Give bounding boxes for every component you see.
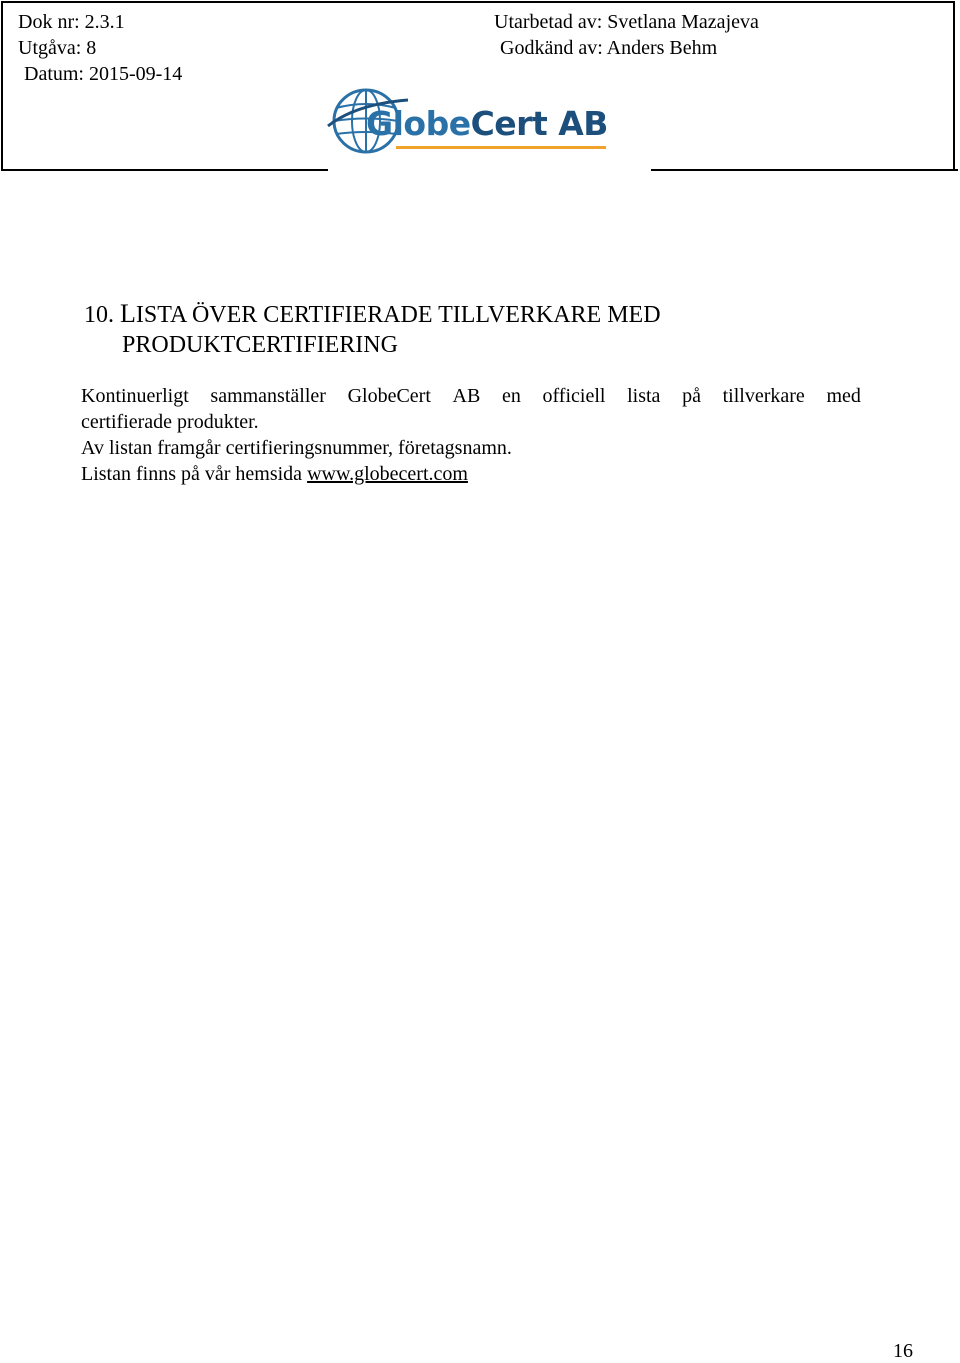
- word: lista: [627, 385, 661, 407]
- logo-text-cert: Cert AB: [470, 104, 608, 143]
- word: Kontinuerligt: [81, 385, 189, 407]
- word: GlobeCert: [347, 385, 431, 407]
- edition: Utgåva: 8: [18, 37, 97, 59]
- header-rule-right: [651, 169, 958, 171]
- word: en: [501, 385, 521, 407]
- paragraph-2: Av listan framgår certifieringsnummer, företagsnamn.: [81, 437, 512, 459]
- word: med: [826, 385, 861, 407]
- logo-wordmark: [366, 106, 608, 142]
- page-number: 16: [893, 1340, 913, 1362]
- section-title: [84, 298, 661, 331]
- globecert-logo: [326, 86, 630, 156]
- word: på: [682, 385, 701, 407]
- header-rule-left: [1, 169, 328, 171]
- paragraph-3: [81, 461, 468, 487]
- word: sammanställer: [210, 385, 326, 407]
- website-link[interactable]: www.globecert.com: [307, 463, 468, 485]
- paragraph-1-line-2: certifierade produkter.: [81, 411, 259, 433]
- word: AB: [452, 385, 481, 407]
- date: Datum: 2015-09-14: [24, 63, 183, 85]
- logo-text-globe: Globe: [366, 104, 471, 143]
- word: tillverkare: [722, 385, 805, 407]
- section-number: 10.: [84, 302, 114, 328]
- doc-number: Dok nr: 2.3.1: [18, 11, 125, 33]
- paragraph-1-line-1: [81, 383, 861, 409]
- logo-underline: [396, 146, 606, 149]
- section-title-line2: PRODUKTCERTIFIERING: [122, 332, 398, 358]
- section-title-initial: L: [120, 299, 136, 328]
- prepared-by: Utarbetad av: Svetlana Mazajeva: [494, 11, 759, 33]
- word: officiell: [542, 385, 606, 407]
- paragraph-3-text: Listan finns på vår hemsida: [81, 463, 308, 485]
- section-title-line1: ISTA ÖVER CERTIFIERADE TILLVERKARE MED: [135, 302, 661, 328]
- approved-by: Godkänd av: Anders Behm: [500, 37, 718, 59]
